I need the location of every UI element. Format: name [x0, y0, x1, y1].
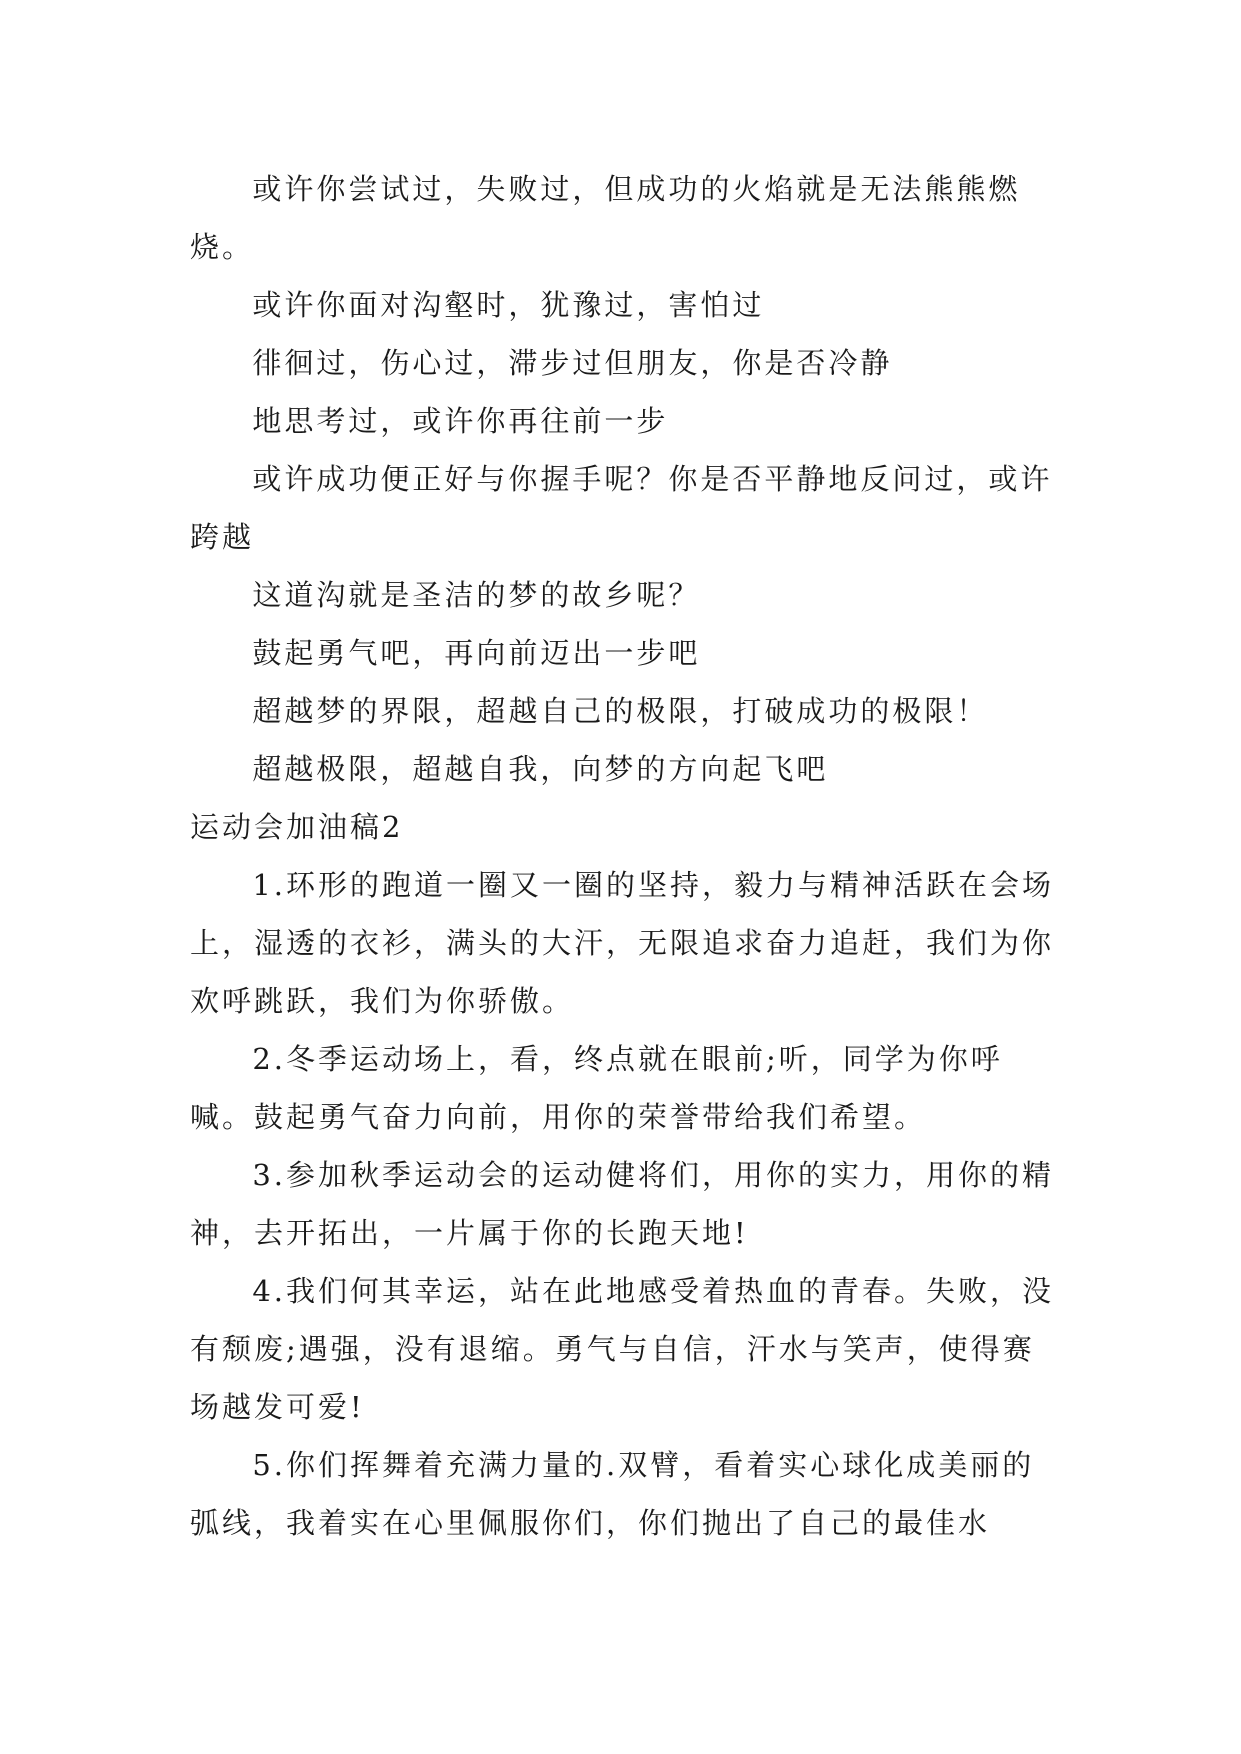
paragraph: 鼓起勇气吧，再向前迈出一步吧 — [252, 636, 701, 670]
paragraph: 1.环形的跑道一圈又一圈的坚持，毅力与精神活跃在会场上，湿透的衣衫，满头的大汗，无限追求奋力追赶，我们为你欢呼跳跃，我们为你骄傲。 — [190, 868, 1055, 1018]
paragraph: 徘徊过，伤心过，滞步过但朋友，你是否冷静 — [252, 346, 893, 380]
paragraph: 超越梦的界限，超越自己的极限，打破成功的极限！ — [252, 694, 989, 728]
paragraph: 超越极限，超越自我，向梦的方向起飞吧 — [252, 752, 829, 786]
paragraph: 3.参加秋季运动会的运动健将们，用你的实力，用你的精神，去开拓出，一片属于你的长跑天地! — [190, 1158, 1055, 1250]
paragraph: 或许你面对沟壑时，犹豫过，害怕过 — [252, 288, 765, 322]
paragraph: 4.我们何其幸运，站在此地感受着热血的青春。失败，没有颓废;遇强，没有退缩。勇气与自信，汗水与笑声，使得赛场越发可爱! — [190, 1274, 1055, 1424]
paragraph: 或许成功便正好与你握手呢？你是否平静地反问过，或许跨越 — [190, 462, 1053, 554]
section-heading: 运动会加油稿2 — [190, 810, 404, 844]
paragraph: 地思考过，或许你再往前一步 — [252, 404, 669, 438]
paragraph: 这道沟就是圣洁的梦的故乡呢？ — [252, 578, 701, 612]
document-body — [190, 160, 1060, 1552]
paragraph: 2.冬季运动场上，看，终点就在眼前;听，同学为你呼喊。鼓起勇气奋力向前，用你的荣誉带给我们希望。 — [190, 1042, 1003, 1134]
paragraph: 5.你们挥舞着充满力量的.双臂，看着实心球化成美丽的弧线，我着实在心里佩服你们，你们抛出了自己的最佳水 — [190, 1448, 1035, 1540]
paragraph: 或许你尝试过，失败过，但成功的火焰就是无法熊熊燃烧。 — [190, 172, 1021, 264]
